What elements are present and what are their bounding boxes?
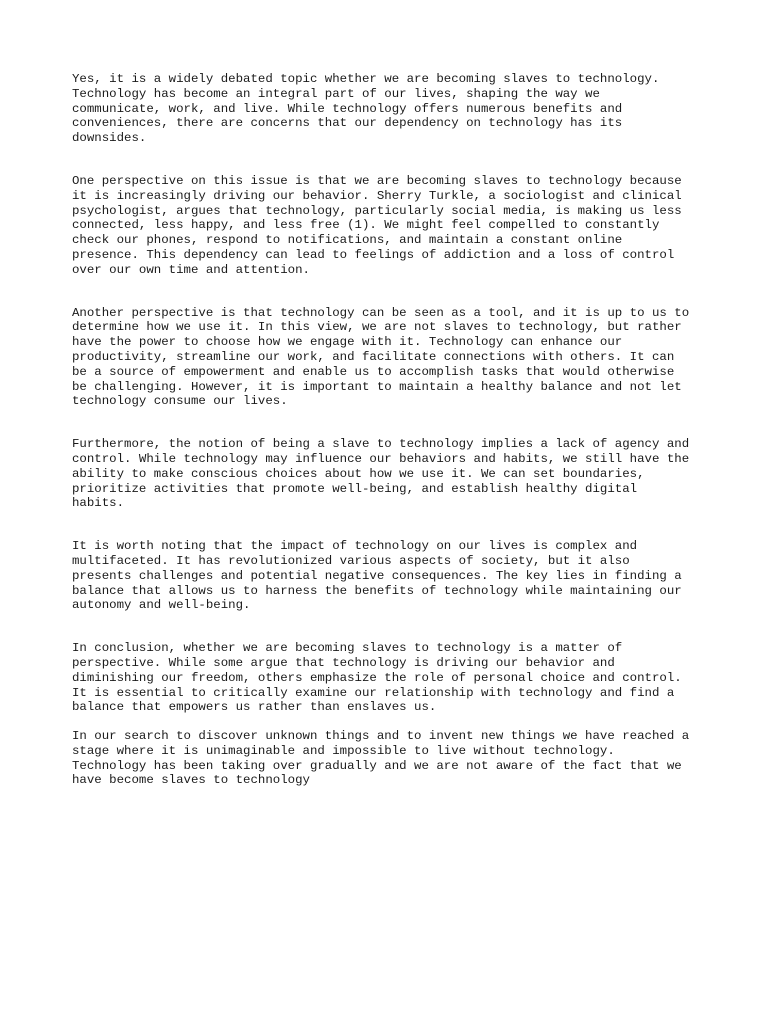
paragraph-agency: Furthermore, the notion of being a slave to technology implies a lack of agency and control. While technology may influence our behaviors and habits, we still have the ability to make conscious choices about how we use it. We can set boundaries, prioritize activities that promote well-being, and establish healthy digital habits. [72, 437, 690, 511]
paragraph-conclusion: In conclusion, whether we are becoming slaves to technology is a matter of perspective. While some argue that technology is driving our behavior and diminishing our freedom, others emphasize the role of personal choice and control. It is essential to critically examine our relationship with technology and find a balance that empowers us rather than enslaves us. [72, 641, 682, 715]
paragraph-tool-perspective: Another perspective is that technology can be seen as a tool, and it is up to us to determine how we use it. In this view, we are not slaves to technology, but rather have the power to choose how we engage with it. Technology can enhance our productivity, streamline our work, and facilitate connections with others. It can be a source of empowerment and enable us to accomplish tasks that would otherwise be challenging. However, it is important to maintain a healthy balance and not let technology consume our lives. [72, 305, 690, 409]
document-body [72, 72, 712, 788]
paragraph-slaves-perspective: One perspective on this issue is that we are becoming slaves to technology because it is increasingly driving our behavior. Sherry Turkle, a sociologist and clinical psychologist, argues that technology, particularly social media, is making us less connected, less happy, and less free (1). We might feel compelled to constantly check our phones, respond to notifications, and maintain a constant online presence. This dependency can lead to feelings of addiction and a loss of control over our own time and attention. [72, 173, 682, 277]
paragraph-complexity: It is worth noting that the impact of technology on our lives is complex and multifaceted. It has revolutionized various aspects of society, but it also presents challenges and potential negative consequences. The key lies in finding a balance that allows us to harness the benefits of technology while maintaining our autonomy and well-being. [72, 539, 682, 613]
paragraph-closing: In our search to discover unknown things and to invent new things we have reached a stage where it is unimaginable and impossible to live without technology. Technology has been taking over gradually and we are not aware of the fact that we have become slaves to technology [72, 729, 690, 788]
paragraph-introduction: Yes, it is a widely debated topic whether we are becoming slaves to technology. Technology has become an integral part of our lives, shaping the way we communicate, work, and live. While technology offers numerous benefits and conveniences, there are concerns that our dependency on technology has its downsides. [72, 72, 660, 146]
